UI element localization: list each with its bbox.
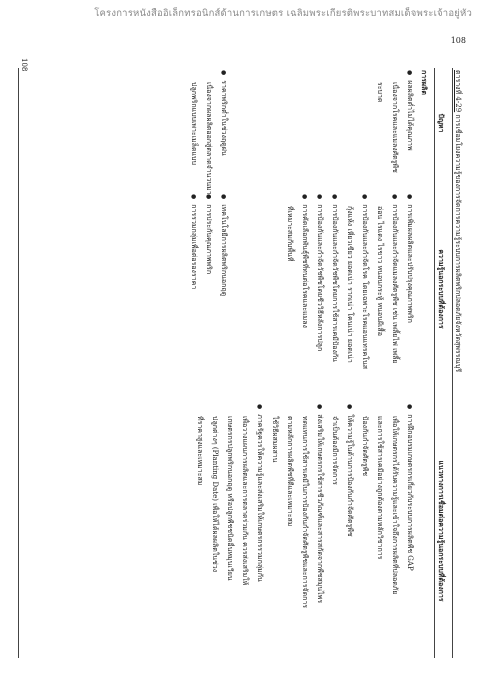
approach-line: เพื่อวางแผนการผลิตและการตลาดร่วมกัน ควรส่งเสริมให้ <box>241 416 249 586</box>
problem-line: ปลูกพริกแบบเพาะเมล็ดแบบ <box>190 82 198 165</box>
knowledge-line: กุ้งแห้ง เหี่ยวเขียว ยอดเน่า รากเน่า โคนเน่า ยอดเน่า <box>346 206 354 363</box>
rotated-table <box>15 64 465 664</box>
problem-line: เนื่องจากผลผลิตออกสู่ตลาดจำนวนมาก <box>205 82 213 199</box>
approach-line: ● การฝึกอบรมเกษตรกรเกี่ยวกับระบบการผลิตพืช GAP <box>402 404 417 608</box>
knowledge-line: อ่อน ไรแดง ไรขาว หนอนกระทู้ หนอนผีเสื้อ <box>376 206 384 336</box>
approach-line: ● ส่งเสริมให้เกษตรกรใช้สารชีวภัณฑ์และสารสกัดจากพืชสมุนไพร <box>312 404 327 608</box>
problem-cell <box>186 70 231 199</box>
approach-line: เพื่อให้เกษตรกรได้รับความรู้และเข้าใจถึงการผลิตที่ปลอดภัย <box>391 416 399 595</box>
approach-line: ปลูกต่างๆ (Planting Date) เพื่อให้ได้ผลผลิตในช่วง <box>211 416 219 573</box>
table-caption-label: ตารางที่ 4-29 <box>454 70 462 113</box>
knowledge-line: ● เทคโนโลยีการผลิตพริกนอกฤดู <box>216 194 231 296</box>
problem-cell <box>372 70 417 173</box>
table-caption-text: การเชื่อมโยงความรู้ของการจัดการความรู้ระบบการผลิตพริกปลอดภัยจังหวัดสุพรรณบุรี <box>454 114 462 373</box>
knowledge-line: ● การคัดเลือกพันธุ์พืชที่ทนต่อโรคและแมลง <box>297 194 312 369</box>
knowledge-line: ● การป้องกันและกำจัดโรค โดยเฉพาะโรคแอนแทรคโนส <box>357 194 372 369</box>
approach-line: จำเป็นต้องมีการจัดการ <box>331 416 339 485</box>
knowledge-cell <box>186 194 231 296</box>
approach-line: ● ภาครัฐควรให้ความรู้และส่งเสริมให้เกษตรกรรวมกลุ่มกัน <box>252 404 267 608</box>
knowledge-line: ● การเพิ่มผลผลิตและปรับปรุงคุณภาพพริก <box>402 194 417 369</box>
knowledge-line: ● การป้องกันและกำจัดวัชพืชโดยการใช้สารเคมีป้องกัน <box>327 194 342 369</box>
table-top-rule <box>452 68 453 658</box>
approach-line: ที่ราคาสูงและเหมาะสม <box>196 416 204 486</box>
knowledge-line: ที่เหมาะสมกับพื้นที่ <box>286 206 294 262</box>
column-header-knowledge: ความรู้นอกระบบที่ต้องการ <box>437 249 446 329</box>
problem-line: เนื่องจากโรคและแมลงศัตรูพืช <box>391 82 399 173</box>
table-header-rule <box>434 68 435 658</box>
table-bottom-rule <box>18 68 19 658</box>
column-header-problem: ปัญหา <box>437 113 446 133</box>
knowledge-line: ● การป้องกันและกำจัดแมลงศัตรูพืช เช่น เพลี้ยไฟ เพลี้ย <box>387 194 402 369</box>
knowledge-line: ● การรวมกลุ่มเพื่อต่อรองราคา <box>186 194 201 296</box>
page-number: 108 <box>450 36 466 45</box>
series-header: โครงการหนังสืออิเล็กทรอนิกส์ด้านการเกษตร เฉลิมพระเกียรติพระบาทสมเด็จพระเจ้าอยู่หัว <box>94 8 472 19</box>
knowledge-line: ● การป้องกันและกำจัดวัชพืชโดยชีววิธีหลังการปลูก <box>312 194 327 369</box>
approach-cell <box>192 404 417 608</box>
page-number-rotated: 108 <box>20 58 28 72</box>
approach-line: ● ให้ความรู้ในด้านการป้องกันกำจัดศัตรูพืช <box>342 404 357 608</box>
approach-line: ทดแทนการใช้สารเคมีในการป้องกันกำจัดศัตรูพืชและการจัดการ <box>301 416 309 609</box>
approach-line: ตามหลักการผลิตพืชที่ดีและเหมาะสม <box>286 416 294 527</box>
approach-line: เกษตรกรปลูกพริกนอกฤดู หรือปลูกพืชชนิดอื่นหมุนเวียน <box>226 416 234 581</box>
problem-line: ระบาด <box>376 82 384 103</box>
approach-line: ป้องกันกำจัดศัตรูพืช <box>361 416 369 477</box>
approach-line: และการใช้สารเคมีอย่างถูกต้องตามหลักวิชาการ <box>376 416 384 560</box>
section-label: การผลิต <box>420 70 429 95</box>
approach-line: ใช้วิธีผสมผสาน <box>271 416 279 463</box>
problem-line: ● ราคาพริกต่ำในช่วงฤดูฝน <box>216 70 231 199</box>
problem-line: ● ผลผลิตต่ำไม่ได้คุณภาพ <box>402 70 417 173</box>
knowledge-cell <box>282 194 417 369</box>
knowledge-line: ● การประกันคุณภาพพริก <box>201 194 216 296</box>
column-header-approach: แนวทางการเชื่อมต่อความรู้นอกระบบที่ต้องการ <box>437 460 446 602</box>
